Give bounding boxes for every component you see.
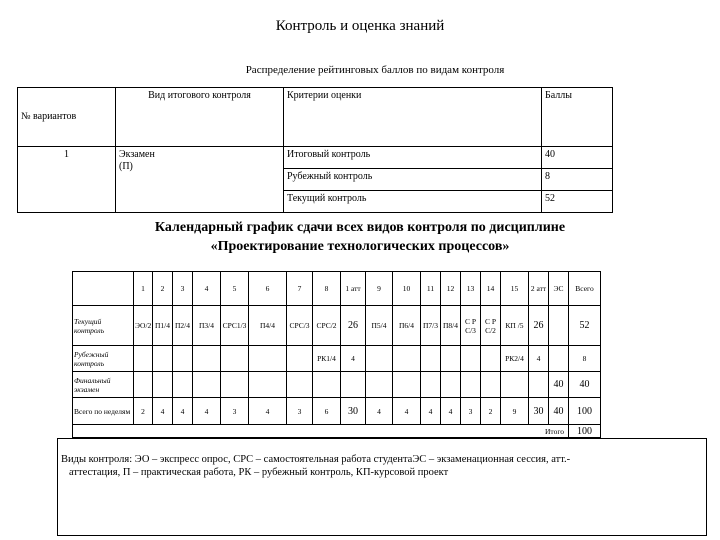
schedule-cell [193,346,221,372]
table-header-row [73,272,601,306]
schedule-cell [153,346,173,372]
control-type-code: (П) [119,161,133,172]
schedule-cell [461,346,481,372]
table-row [18,147,613,169]
schedule-cell [441,346,461,372]
schedule-cell: РК1/4 [313,346,341,372]
schedule-cell: 8 [569,346,601,372]
week-header-cell: 2 [153,272,173,306]
row-label-cell: Текущий контроль [73,306,134,346]
schedule-cell [481,346,501,372]
schedule-heading-line: Календарный график сдачи всех видов контроля по дисциплине [154,220,566,235]
schedule-cell [529,372,549,398]
schedule-cell: СРС/2 [313,306,341,346]
schedule-cell [173,346,193,372]
table-header-row [18,88,613,147]
row-label-cell: Рубежный контроль [73,346,134,372]
schedule-table [72,271,601,438]
schedule-cell: 2 [481,398,501,425]
legend-text: Виды контроля: ЭО – экспресс опрос, СРС – самостоятельная работа студентаЭС – экзаменационная сессия, атт.- [61,454,571,465]
schedule-cell: СРС1/3 [221,306,249,346]
schedule-cell: П8/4 [441,306,461,346]
schedule-cell [421,372,441,398]
schedule-cell: П7/3 [421,306,441,346]
schedule-cell: П5/4 [366,306,393,346]
schedule-cell [393,372,421,398]
total-label-cell: Итого [73,425,569,438]
schedule-cell: 4 [173,398,193,425]
table-row [73,346,601,372]
schedule-cell: П3/4 [193,306,221,346]
schedule-cell [134,346,153,372]
control-type-cell [116,147,284,213]
schedule-cell [287,346,313,372]
week-header-cell: 8 [313,272,341,306]
schedule-cell: 4 [529,346,549,372]
schedule-cell: 3 [221,398,249,425]
schedule-cell: 26 [529,306,549,346]
week-header-cell: 9 [366,272,393,306]
schedule-cell: 4 [366,398,393,425]
schedule-cell: С Р С/2 [481,306,501,346]
schedule-heading-line: «Проектирование технологических процессов» [210,239,510,254]
schedule-cell [366,372,393,398]
schedule-cell: 4 [393,398,421,425]
header-cell: Баллы [542,88,613,147]
header-cell: № вариантов [18,88,116,147]
legend-box [57,438,707,536]
schedule-cell [249,346,287,372]
week-header-cell: Всего [569,272,601,306]
variant-cell: 1 [18,147,116,213]
schedule-cell [221,372,249,398]
schedule-cell [341,372,366,398]
schedule-cell: 4 [421,398,441,425]
schedule-cell: 52 [569,306,601,346]
schedule-cell: 40 [549,398,569,425]
schedule-cell: 40 [569,372,601,398]
schedule-cell: П6/4 [393,306,421,346]
schedule-cell: 4 [193,398,221,425]
schedule-cell [249,372,287,398]
schedule-cell: 40 [549,372,569,398]
schedule-cell: РК2/4 [501,346,529,372]
total-row [73,425,601,438]
schedule-cell: 100 [569,398,601,425]
schedule-cell [481,372,501,398]
week-header-cell: 12 [441,272,461,306]
schedule-cell [461,372,481,398]
table-row [73,306,601,346]
week-header-cell: 3 [173,272,193,306]
schedule-cell [549,306,569,346]
points-cell: 8 [542,169,613,191]
week-header-cell: 6 [249,272,287,306]
header-cell [73,272,134,306]
schedule-cell [549,346,569,372]
week-header-cell: 5 [221,272,249,306]
rating-table [17,87,613,213]
week-header-cell: 15 [501,272,529,306]
schedule-cell [366,346,393,372]
schedule-cell: 30 [529,398,549,425]
schedule-cell [221,346,249,372]
criterion-cell: Итоговый контроль [284,147,542,169]
schedule-cell: П4/4 [249,306,287,346]
schedule-cell: 3 [287,398,313,425]
schedule-cell: СРС/3 [287,306,313,346]
week-header-cell: 11 [421,272,441,306]
week-header-cell: 1 атт [341,272,366,306]
schedule-cell: 3 [461,398,481,425]
table-row [73,398,601,425]
points-cell: 52 [542,191,613,213]
row-label-cell: Всего по неделям [73,398,134,425]
week-header-cell: 10 [393,272,421,306]
schedule-cell [173,372,193,398]
schedule-cell [393,346,421,372]
schedule-cell: 30 [341,398,366,425]
criterion-cell: Текущий контроль [284,191,542,213]
subtitle: Распределение рейтинговых баллов по видам контроля [245,64,505,76]
week-header-cell: ЭС [549,272,569,306]
schedule-cell: КП /5 [501,306,529,346]
schedule-cell: 4 [441,398,461,425]
schedule-cell: П1/4 [153,306,173,346]
week-header-cell: 14 [481,272,501,306]
schedule-cell: 26 [341,306,366,346]
schedule-cell [193,372,221,398]
schedule-cell [313,372,341,398]
schedule-cell [501,372,529,398]
schedule-cell [441,372,461,398]
total-value-cell: 100 [569,425,601,438]
legend-text: аттестация, П – практическая работа, РК – рубежный контроль, КП-курсовой проект [69,467,449,478]
schedule-cell: 6 [313,398,341,425]
schedule-cell: 2 [134,398,153,425]
week-header-cell: 2 атт [529,272,549,306]
header-cell: Критерии оценки [284,88,542,147]
schedule-cell: 4 [341,346,366,372]
page-title: Контроль и оценка знаний [275,18,445,34]
points-cell: 40 [542,147,613,169]
week-header-cell: 13 [461,272,481,306]
schedule-cell [153,372,173,398]
schedule-cell: 4 [249,398,287,425]
week-header-cell: 1 [134,272,153,306]
schedule-cell: ЭО/2 [134,306,153,346]
schedule-cell: С Р С/3 [461,306,481,346]
schedule-cell [134,372,153,398]
control-type: Экзамен [119,149,155,160]
criterion-cell: Рубежный контроль [284,169,542,191]
row-label-cell: Финальный экзамен [73,372,134,398]
schedule-heading [0,218,720,256]
header-cell: Вид итогового контроля [116,88,284,147]
schedule-cell: 9 [501,398,529,425]
schedule-cell: 4 [153,398,173,425]
schedule-cell [287,372,313,398]
week-header-cell: 7 [287,272,313,306]
table-row [73,372,601,398]
schedule-cell [421,346,441,372]
schedule-cell: П2/4 [173,306,193,346]
week-header-cell: 4 [193,272,221,306]
